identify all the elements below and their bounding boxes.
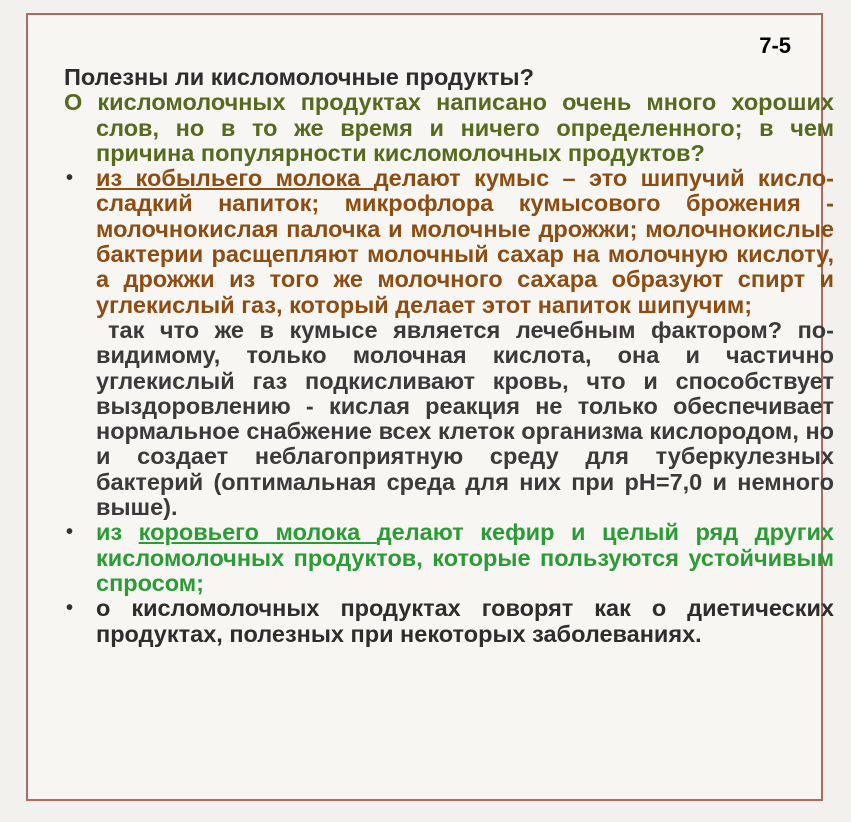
underlined-word-cow: коровьего — [138, 519, 276, 546]
bullet-icon: • — [66, 521, 74, 544]
bullet-icon: • — [66, 167, 74, 190]
underlined-word-milk: молока — [275, 519, 377, 546]
slide-frame — [26, 13, 835, 801]
bullet-text-diet: о кисломолочных продуктах говорят как о диетических продуктах, полезных при некоторых заболеваниях. — [96, 595, 834, 647]
bullet-item-kefir — [64, 520, 834, 596]
continuation-text: так что же в кумысе является лечебным фактором? по-видимому, только молочная кислота, она и частично углекислый газ подкисливают кровь, что и способствует выздоровлению - кислая реакция не только обеспечивает нормальное снабжение всех клеток организма кислородом, но и создает неблагоприятную среду для туберкулезных бактерий (оптимальная среда для них при pH=7,0 и немного выше). — [96, 316, 834, 521]
bullet-text-kumys: делают кумыс – это шипучий кисло-сладкий напиток; микрофлора кумысового брожения - молочнокислая палочка и молочные дрожжи; молочнокислые бактерии расщепляют молочный сахар на молочную кислоту, а дрожжи из того же молочного сахара образуют спирт и углекислый газ, который делает этот напиток шипучим; — [96, 165, 835, 318]
bullet-item-kumys — [64, 166, 834, 318]
slide-heading: Полезны ли кисломолочные продукты? — [64, 64, 534, 90]
kumys-continuation — [64, 318, 834, 520]
underlined-phrase-mare-milk: из кобыльего молока — [96, 165, 374, 192]
bullet-prefix: из — [96, 519, 139, 546]
bullet-icon: • — [66, 597, 74, 620]
page-number: 7-5 — [759, 33, 791, 58]
intro-paragraph: О кисломолочных продуктах написано очень много хороших слов, но в то же время и ничего определенного; в чем причина популярности кисломолочных продуктов? — [64, 89, 834, 166]
bullet-item-diet — [64, 596, 834, 647]
bullet-text-kefir: делают кефир и целый ряд других кисломолочных продуктов, которые пользуются устойчивым спросом; — [96, 519, 834, 596]
slide-content — [64, 65, 834, 647]
